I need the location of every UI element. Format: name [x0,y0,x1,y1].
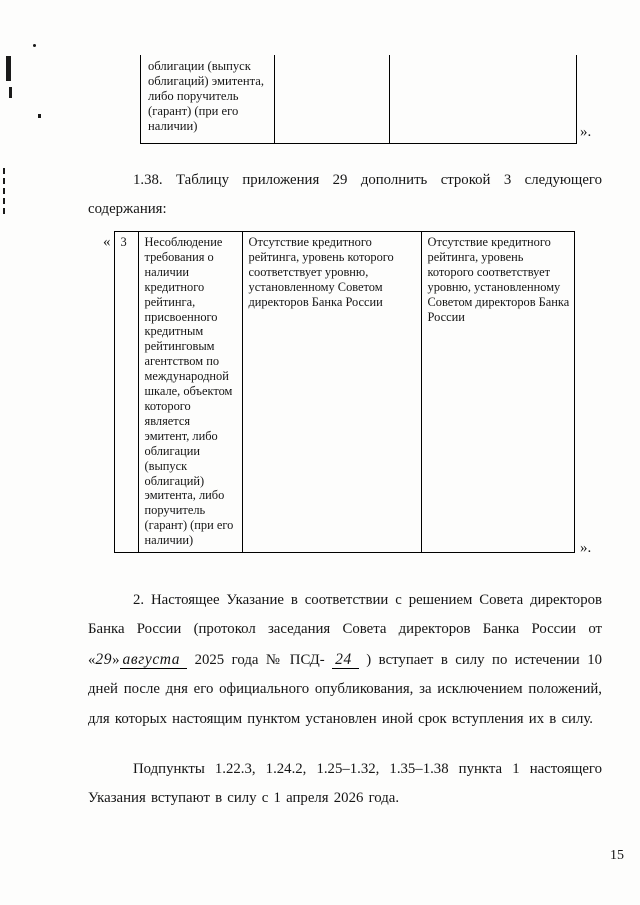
table-cell-empty [274,55,389,144]
scan-artifact [6,56,11,81]
scan-artifact [38,114,41,118]
violation-cell: Несоблюдение требования о наличии кредитного рейтинга, присвоенного кредитным рейтинговым агентством по международной шкале, объектом которого является эмитент, либо облигации (выпуск облигаций) эмитента, либо поручитель (гарант) (при его наличии) [138,232,242,553]
top-table-fragment [140,55,577,144]
table-cell-empty [389,55,577,144]
scan-artifact [3,208,5,214]
page-number: 15 [610,848,624,863]
scan-artifact [9,87,12,98]
clause-2-text-middle: 2025 года № ПСД- [187,651,333,668]
handwritten-number: 24 [332,651,359,669]
table-cell: облигации (выпуск облигаций) эмитента, либо поручитель (гарант) (при его наличии) [140,55,274,144]
clause-2-sub-paragraph: Подпункты 1.22.3, 1.24.2, 1.25–1.32, 1.35–1.38 пункта 1 настоящего Указания вступают в силу с 1 апреля 2026 года. [88,761,602,807]
scan-artifact [3,188,5,194]
clause-2-paragraph [88,586,602,734]
scan-artifact [33,44,36,47]
scan-artifact [3,168,5,174]
row-number-cell: 3 [114,232,138,553]
scan-artifact [3,198,5,204]
handwritten-month: августа [120,651,188,669]
handwritten-day: 29 [95,650,113,668]
criterion-cell-1: Отсутствие кредитного рейтинга, уровень которого соответствует уровню, установленному Советом директоров Банка России [242,232,421,553]
criterion-cell-2: Отсутствие кредитного рейтинга, уровень которого соответствует уровню, установленному Советом директоров Банка России [421,232,574,553]
amendment-table-block [103,231,575,553]
scan-artifact [3,178,5,184]
closing-quote-mark: ». [580,124,592,140]
table-row [114,232,574,553]
clause-2-text-before: 2. Настоящее Указание в соответствии с решением Совета директоров Банка России (протокол заседания Совета директоров Банка России от « [88,592,602,668]
closing-quote-mark: ». [580,540,592,556]
amendment-table [114,231,575,553]
clause-1-38-paragraph: 1.38. Таблицу приложения 29 дополнить строкой 3 следующего содержания: [88,172,602,218]
opening-quote-mark: « [103,234,111,250]
quote-close-mark: » [112,651,120,668]
clause-2-text-after: ) вступает в силу по истечении 10 дней после дня его официального опубликования, за исключением положений, для которых настоящим пунктом установлен иной срок вступления их в силу. [88,651,602,727]
